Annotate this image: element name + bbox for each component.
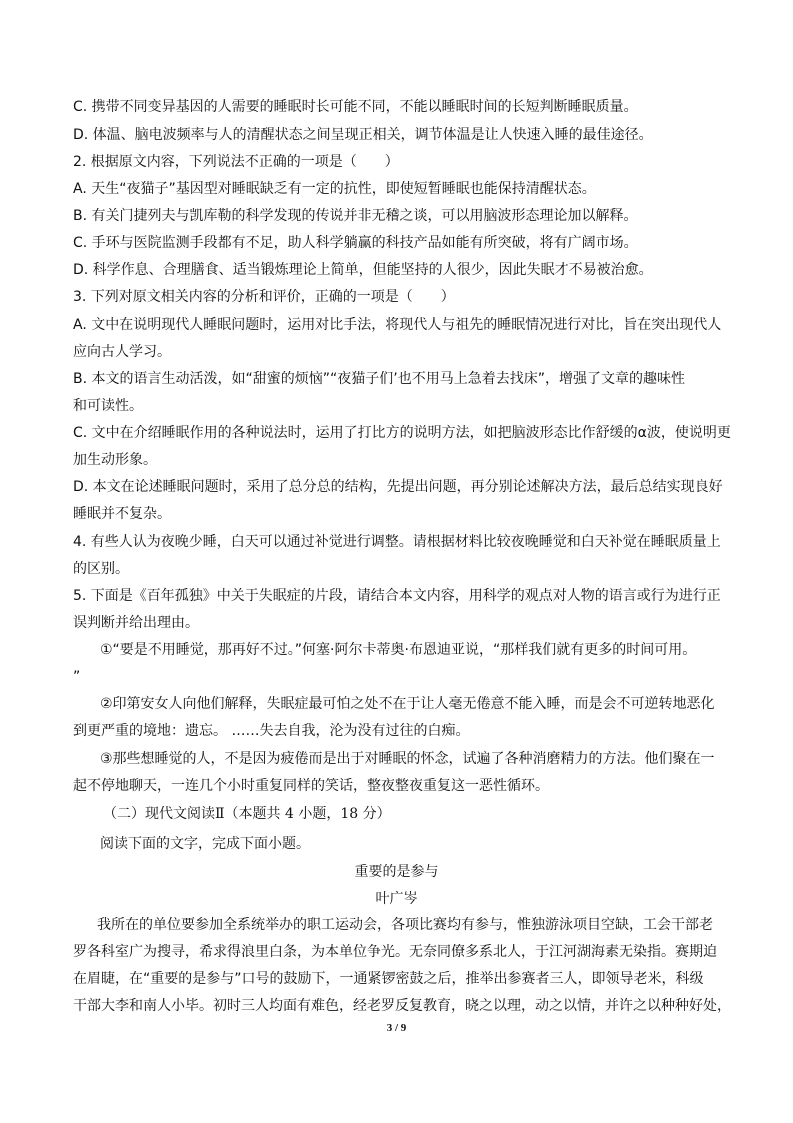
option-a: A. 文中在说明现代人睡眠问题时，运用对比手法，将现代人与祖先的睡眠情况进行对比，旨在突出现代人 <box>73 317 722 333</box>
quote-3-cont: 起不停地聊天，一连几个小时重复同样的笑话，整夜整夜重复这一恶性循环。 <box>73 778 549 794</box>
page-number: 3 / 9 <box>386 1022 407 1034</box>
option-d: D. 本文在论述睡眠问题时，采用了总分总的结构，先提出问题，再分别论述解决方法，最后总结实现良好 <box>73 479 723 495</box>
paragraph-line: 在眉睫，在“重要的是参与”口号的鼓励下，一通紧锣密鼓之后，推举出参赛者三人，即领导老米，科级 <box>73 971 704 987</box>
text-line: D. 体温、脑电波频率与人的清醒状态之间呈现正相关，调节体温是让人快速入睡的最佳途径。 <box>73 127 653 143</box>
question-3: 3. 下列对原文相关内容的分析和评价，正确的一项是（ ） <box>73 289 455 305</box>
section-heading: （二）现代文阅读Ⅱ（本题共 4 小题，18 分） <box>103 806 391 822</box>
option-c: C. 文中在介绍睡眠作用的各种说法时，运用了打比方的说明方法，如把脑波形态比作舒缓的α波，使说明更 <box>73 425 731 441</box>
option-b: B. 本文的语言生动活泼，如“甜蜜的烦恼”“夜猫子们’也不用马上急着去找床”，增强了文章的趣味性 <box>73 371 685 387</box>
question-2: 2. 根据原文内容，下列说法不正确的一项是（ ） <box>73 154 399 170</box>
article-author: 叶广岑 <box>375 891 418 907</box>
option-a: A. 天生“夜猫子”基因型对睡眠缺乏有一定的抗性，即使短暂睡眠也能保持清醒状态。 <box>73 181 596 197</box>
question-5: 5. 下面是《百年孤独》中关于失眠症的片段，请结合本文内容，用科学的观点对人物的语言或行为进行正 <box>73 588 721 604</box>
quote-3: ③那些想睡觉的人，不是因为疲倦而是出于对睡眠的怀念，试遍了各种消磨精力的方法。他们聚在一 <box>100 751 715 767</box>
option-b: B. 有关门捷列夫与凯库勒的科学发现的传说并非无稽之谈，可以用脑波形态理论加以解释。 <box>73 208 638 224</box>
option-c-cont: 加生动形象。 <box>73 452 157 468</box>
quote-2-cont: 到更严重的境地：遗忘。 ……失去自我，沦为没有过往的白痴。 <box>73 723 470 739</box>
question-4: 4. 有些人认为夜晚少睡，白天可以通过补觉进行调整。请根据材料比较夜晚睡觉和白天补觉在睡眠质量上 <box>73 534 721 550</box>
option-a-cont: 应向古人学习。 <box>73 344 171 360</box>
text-line: C. 携带不同变异基因的人需要的睡眠时长可能不同，不能以睡眠时间的长短判断睡眠质量。 <box>73 99 638 115</box>
option-d-cont: 睡眠并不复杂。 <box>73 506 171 522</box>
quote-1-cont: ” <box>73 669 81 685</box>
quote-1: ①“要是不用睡觉，那再好不过。”何塞·阿尔卡蒂奥·布恩迪亚说，“那样我们就有更多的时间可用。 <box>100 642 697 658</box>
paragraph-line: 罗各科室广为搜寻，希求得浪里白条，为本单位争光。无奈同僚多系北人，于江河湖海素无染指。赛期迫 <box>73 944 717 960</box>
quote-2: ②印第安女人向他们解释，失眠症最可怕之处不在于让人毫无倦意不能入睡，而是会不可逆转地恶化 <box>100 696 715 712</box>
question-4-cont: 的区别。 <box>73 561 129 577</box>
option-c: C. 手环与医院监测手段都有不足，助人科学躺赢的科技产品如能有所突破，将有广阔市场。 <box>73 235 638 251</box>
paragraph-line: 干部大李和南人小毕。初时三人均面有难色，经老罗反复教育，晓之以理，动之以情，并许之以种种好处， <box>73 998 731 1014</box>
instruction: 阅读下面的文字，完成下面小题。 <box>100 836 310 852</box>
paragraph-line: 我所在的单位要参加全系统举办的职工运动会，各项比赛均有参与，惟独游泳项目空缺，工会干部老 <box>97 917 713 933</box>
question-5-cont: 误判断并给出理由。 <box>73 615 199 631</box>
option-d: D. 科学作息、合理膳食、适当锻炼理论上简单，但能坚持的人很少，因此失眠才不易被治愈。 <box>73 262 653 278</box>
option-b-cont: 和可读性。 <box>73 398 143 414</box>
article-title: 重要的是参与 <box>354 864 439 880</box>
